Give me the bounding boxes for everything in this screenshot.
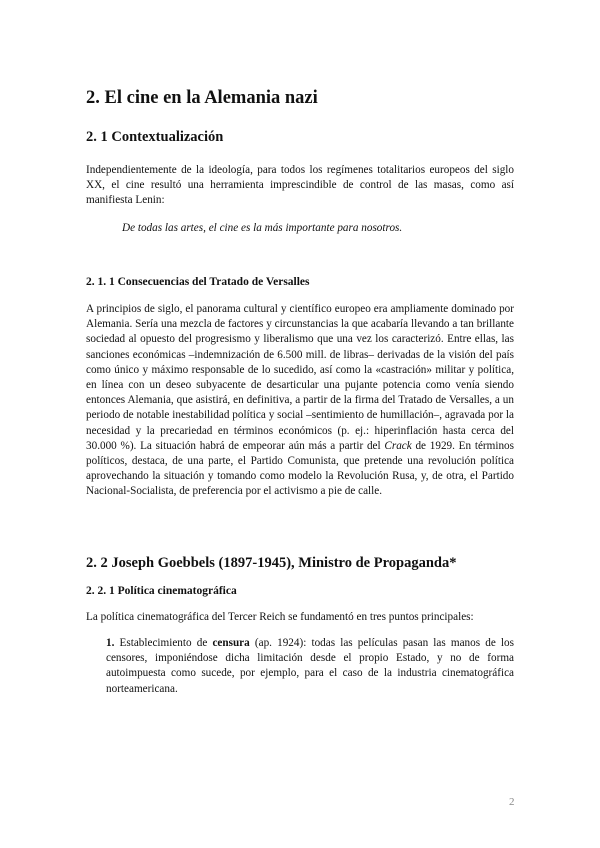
section-title-contextualizacion: 2. 1 Contextualización	[86, 129, 224, 145]
list-item-censura	[106, 636, 514, 697]
page-number: 2	[509, 796, 515, 808]
list-text-part-1: Establecimiento de	[114, 637, 213, 649]
versalles-text-part-1: A principios de siglo, el panorama cultural y científico europeo era ampliamente dominado por Alemania. Sería una mezcla de factores y circunstancias la que acabaría llevando a tan brillante sociedad al opuesto del progresismo y liberalismo que una vez los caracterizó. Entre ellas, las sanciones económicas –indemnización de 6.500 mill. de libras– derivadas de la visión del país como único y máximo responsable de lo sucedido, así como la «castración» militar y política, en línea con un deseo subyacente de desarticular una pujante potencia como venía siendo entonces Alemania, que asistirá, en definitiva, a partir de la firma del Tratado de Versalles, a un periodo de notable inestabilidad política y social –sentimiento de humillación–, agravada por la necesidad y la precariedad en términos económicos (p. ej.: hiperinflación hasta cerca del 30.000 %). La situación habrá de empeorar aún más a partir del	[86, 303, 514, 452]
subsection-title-politica: 2. 2. 1 Política cinematográfica	[86, 585, 237, 597]
list-text-part-2: (ap. 1924): todas las películas pasan las manos de los censores, imponiéndose dicha limitación desde el propio Estado, y no de forma autoimpuesta como sucede, por ejemplo, para el caso de la industria cinematográfica norteamericana.	[106, 637, 514, 695]
list-number: 1.	[106, 637, 115, 649]
censura-term: censura	[212, 637, 250, 649]
politica-intro: La política cinematográfica del Tercer Reich se fundamentó en tres puntos principales:	[86, 611, 474, 623]
subsection-title-versalles: 2. 1. 1 Consecuencias del Tratado de Versalles	[86, 276, 310, 288]
versalles-paragraph	[86, 302, 514, 500]
chapter-title: 2. El cine en la Alemania nazi	[86, 88, 318, 108]
lenin-quote: De todas las artes, el cine es la más importante para nosotros.	[122, 222, 403, 234]
crack-term: Crack	[384, 439, 412, 452]
section-title-goebbels: 2. 2 Joseph Goebbels (1897-1945), Ministro de Propaganda*	[86, 555, 457, 571]
versalles-text-part-2: de 1929. En términos políticos, destaca, de una parte, el Partido Comunista, que pretende una revolución política aprovechando la situación y tomando como modelo la Revolución Rusa, y, de otra, el Partido Nacional-Socialista, de preferencia por el activismo a pie de calle.	[86, 439, 514, 498]
intro-paragraph: Independientemente de la ideología, para todos los regímenes totalitarios europeos del siglo XX, el cine resultó una herramienta imprescindible de control de las masas, como así manifiesta Lenin:	[86, 164, 514, 207]
